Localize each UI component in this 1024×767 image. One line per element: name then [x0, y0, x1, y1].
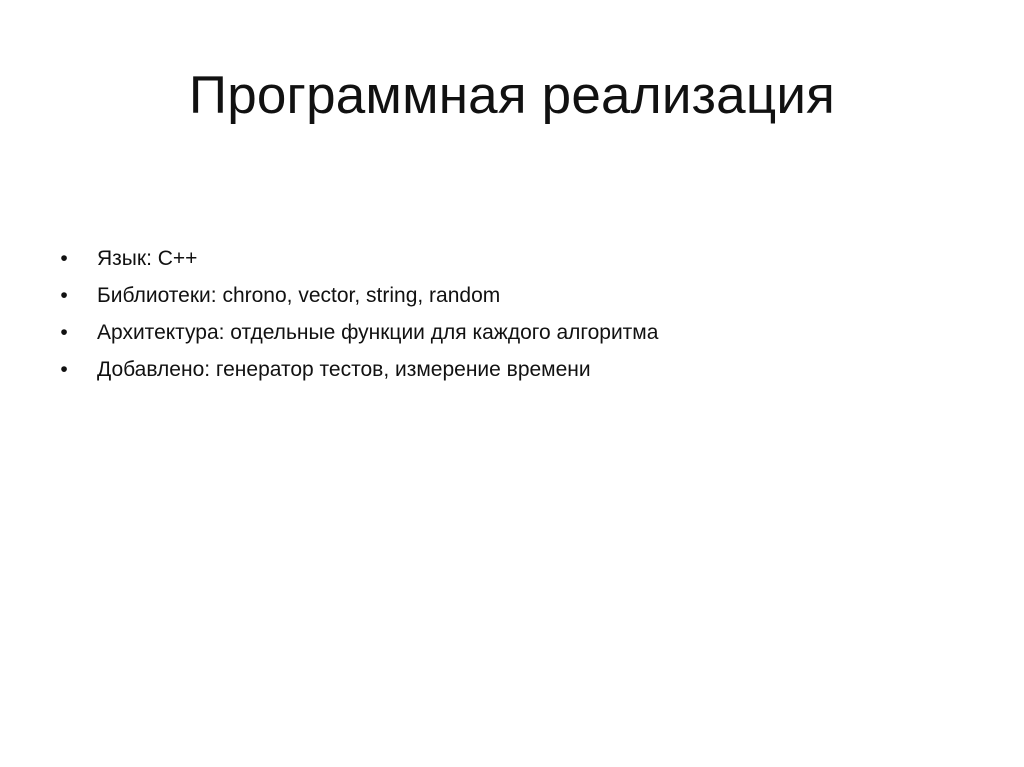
bullet-text: Добавлено: генератор тестов, измерение времени: [97, 358, 591, 381]
bullet-text: Язык: C++: [97, 247, 198, 270]
slide-title: Программная реализация: [188, 66, 836, 125]
bullet-item: [57, 351, 957, 388]
bullet-icon: •: [60, 358, 68, 381]
bullet-item: [57, 277, 957, 314]
bullet-icon: •: [60, 247, 68, 270]
bullet-item: [57, 314, 957, 351]
bullet-icon: •: [60, 321, 68, 344]
bullet-text: Библиотеки: chrono, vector, string, random: [97, 284, 501, 307]
bullet-icon: •: [60, 284, 68, 307]
bullet-text: Архитектура: отдельные функции для каждого алгоритма: [97, 321, 659, 344]
bullet-list: [57, 240, 957, 388]
bullet-item: [57, 240, 957, 277]
